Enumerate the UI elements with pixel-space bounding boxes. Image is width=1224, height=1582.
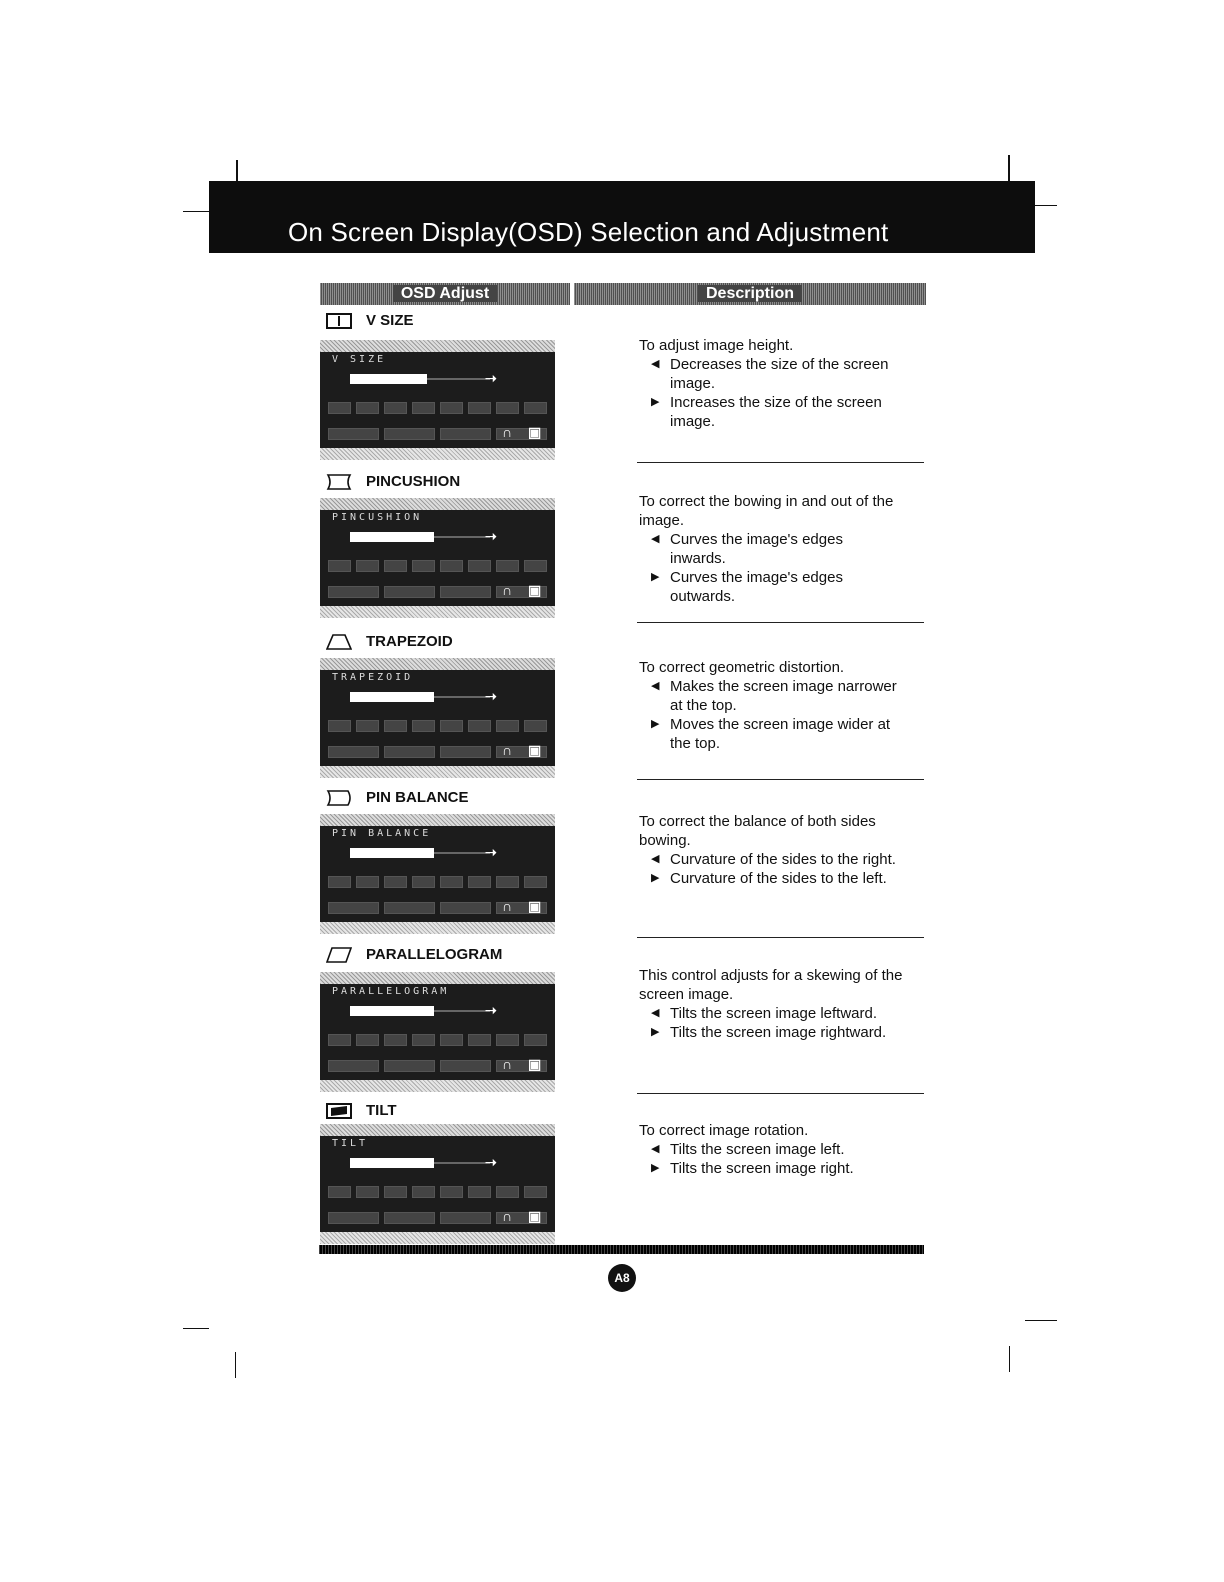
osd-icon <box>328 1060 379 1072</box>
osd-bar-fill <box>350 1158 434 1168</box>
description-left-line <box>639 1004 934 1023</box>
osd-menu-name: TRAPEZOID <box>332 672 414 683</box>
description-right-line <box>639 869 934 888</box>
osd-bottom-strip <box>320 1080 555 1092</box>
osd-icon-row <box>328 874 547 890</box>
item-title <box>326 789 469 806</box>
osd-icon <box>412 876 435 888</box>
osd-icon <box>328 1186 351 1198</box>
osd-level-bar <box>350 692 490 702</box>
osd-icon <box>356 402 379 414</box>
column-header-label: OSD Adjust <box>393 285 497 302</box>
osd-icon <box>524 876 547 888</box>
osd-icon <box>440 1212 491 1224</box>
item-description <box>639 492 934 606</box>
description-intro-line: To correct the bowing in and out of the <box>639 493 894 510</box>
osd-icon <box>328 902 379 914</box>
description-left-line <box>639 355 934 374</box>
osd-arrow-icon: ➝ <box>485 370 497 386</box>
osd-icon <box>384 586 435 598</box>
osd-return-icon: ∩ <box>502 742 513 758</box>
description-intro-line: bowing. <box>639 832 691 849</box>
osd-return-icon: ∩ <box>502 582 513 598</box>
osd-icon <box>468 402 491 414</box>
osd-menu-name: TILT <box>332 1138 369 1149</box>
description-left-line <box>639 677 934 696</box>
osd-icon <box>496 876 519 888</box>
osd-icon <box>440 1034 463 1046</box>
indent-spacer <box>651 412 670 431</box>
osd-icon <box>328 746 379 758</box>
osd-exit-icon: ▣ <box>528 1056 542 1072</box>
osd-screenshot <box>320 972 555 1092</box>
osd-icon <box>328 1034 351 1046</box>
osd-icon <box>356 1186 379 1198</box>
description-text: outwards. <box>670 588 736 605</box>
osd-menu-name: V SIZE <box>332 354 387 365</box>
right-arrow-icon: ▶ <box>651 396 660 408</box>
osd-menu-name: PARALLELOGRAM <box>332 986 450 997</box>
description-text: the top. <box>670 735 721 752</box>
osd-icon <box>328 402 351 414</box>
left-arrow-icon: ◀ <box>651 853 660 865</box>
item-label: PIN BALANCE <box>366 789 469 806</box>
description-text: Curves the image's edges <box>670 531 843 548</box>
osd-icon-row <box>328 1058 547 1074</box>
osd-exit-icon: ▣ <box>528 898 542 914</box>
description-intro-line: This control adjusts for a skewing of the <box>639 967 903 984</box>
osd-icon <box>384 402 407 414</box>
description-intro-line: To correct the balance of both sides <box>639 813 876 830</box>
osd-icon-row <box>328 718 547 734</box>
crop-mark <box>1033 205 1057 206</box>
osd-icon <box>328 876 351 888</box>
osd-icon <box>412 1034 435 1046</box>
osd-icon-row <box>328 744 547 760</box>
osd-icon <box>384 746 435 758</box>
description-right-line <box>639 715 934 734</box>
description-right-line <box>639 393 934 412</box>
osd-bar-fill <box>350 1006 434 1016</box>
left-arrow-icon: ◀ <box>651 358 660 370</box>
item-label: TRAPEZOID <box>366 633 453 650</box>
osd-icon <box>356 560 379 572</box>
osd-icon <box>384 428 435 440</box>
osd-top-strip <box>320 1124 555 1136</box>
tilt-icon <box>326 1103 352 1119</box>
description-text: image. <box>670 375 716 392</box>
row-separator <box>637 779 924 780</box>
item-description <box>639 966 934 1042</box>
osd-bar-fill <box>350 848 434 858</box>
item-description <box>639 336 934 431</box>
osd-icon <box>468 876 491 888</box>
description-left-line <box>639 696 934 715</box>
indent-spacer <box>651 549 670 568</box>
osd-exit-icon: ▣ <box>528 1208 542 1224</box>
crop-mark <box>235 1352 236 1378</box>
osd-icon-row <box>328 900 547 916</box>
crop-mark <box>183 1328 209 1329</box>
description-right-line <box>639 587 934 606</box>
osd-icon <box>384 1212 435 1224</box>
item-label: PINCUSHION <box>366 473 461 490</box>
osd-icon-row <box>328 1184 547 1200</box>
osd-level-bar <box>350 1006 490 1016</box>
description-right-line <box>639 734 934 753</box>
item-label: TILT <box>366 1102 397 1119</box>
osd-icon <box>440 1186 463 1198</box>
description-intro-line: To adjust image height. <box>639 337 794 354</box>
osd-icon <box>384 560 407 572</box>
osd-icon <box>440 746 491 758</box>
item-title <box>326 473 460 490</box>
left-arrow-icon: ◀ <box>651 1007 660 1019</box>
description-text: at the top. <box>670 697 737 714</box>
left-arrow-icon: ◀ <box>651 680 660 692</box>
osd-screenshot <box>320 814 555 934</box>
osd-icon <box>440 1060 491 1072</box>
description-left-line <box>639 374 934 393</box>
item-description <box>639 658 934 753</box>
osd-bar-fill <box>350 532 434 542</box>
osd-level-bar <box>350 1158 490 1168</box>
osd-icon <box>496 560 519 572</box>
trapezoid-icon <box>326 634 352 650</box>
osd-top-strip <box>320 972 555 984</box>
osd-icon <box>468 1186 491 1198</box>
osd-icon <box>524 1186 547 1198</box>
v-size-icon <box>326 313 352 329</box>
page-number-badge: A8 <box>608 1264 636 1292</box>
column-header-osd-adjust <box>320 283 570 305</box>
osd-icon-row <box>328 558 547 574</box>
osd-arrow-icon: ➝ <box>485 1154 497 1170</box>
description-left-line <box>639 850 934 869</box>
osd-icon <box>440 586 491 598</box>
osd-bottom-strip <box>320 922 555 934</box>
description-text: Tilts the screen image leftward. <box>670 1005 878 1022</box>
osd-icon <box>440 720 463 732</box>
description-text: Curves the image's edges <box>670 569 843 586</box>
osd-icon <box>440 902 491 914</box>
osd-icon <box>384 1060 435 1072</box>
osd-return-icon: ∩ <box>502 1208 513 1224</box>
item-title <box>326 312 414 329</box>
item-label: V SIZE <box>366 312 414 329</box>
description-text: Increases the size of the screen <box>670 394 882 411</box>
indent-spacer <box>651 587 670 606</box>
osd-level-bar <box>350 532 490 542</box>
crop-mark <box>1025 1320 1057 1321</box>
osd-level-bar <box>350 374 490 384</box>
osd-icon <box>524 1034 547 1046</box>
osd-icon <box>384 720 407 732</box>
osd-bottom-strip <box>320 606 555 618</box>
osd-return-icon: ∩ <box>502 1056 513 1072</box>
osd-top-strip <box>320 814 555 826</box>
left-arrow-icon: ◀ <box>651 1143 660 1155</box>
osd-icon <box>468 560 491 572</box>
osd-icon <box>496 720 519 732</box>
osd-icon <box>496 402 519 414</box>
osd-icon <box>328 1212 379 1224</box>
osd-icon <box>384 876 407 888</box>
osd-screenshot <box>320 340 555 460</box>
osd-bar-fill <box>350 374 427 384</box>
osd-top-strip <box>320 658 555 670</box>
description-text: Moves the screen image wider at <box>670 716 891 733</box>
osd-top-strip <box>320 340 555 352</box>
osd-bottom-strip <box>320 1232 555 1244</box>
header-bar <box>209 181 1035 253</box>
osd-icon-row <box>328 584 547 600</box>
osd-icon <box>384 1034 407 1046</box>
osd-bar-fill <box>350 692 434 702</box>
item-label: PARALLELOGRAM <box>366 946 503 963</box>
description-text: Makes the screen image narrower <box>670 678 897 695</box>
description-right-line <box>639 1023 934 1042</box>
osd-exit-icon: ▣ <box>528 742 542 758</box>
osd-icon <box>412 1186 435 1198</box>
description-intro-line: To correct image rotation. <box>639 1122 809 1139</box>
osd-icon <box>524 720 547 732</box>
osd-icon-row <box>328 1210 547 1226</box>
description-text: Decreases the size of the screen <box>670 356 889 373</box>
right-arrow-icon: ▶ <box>651 1026 660 1038</box>
osd-return-icon: ∩ <box>502 898 513 914</box>
description-intro-line: To correct geometric distortion. <box>639 659 845 676</box>
indent-spacer <box>651 696 670 715</box>
right-arrow-icon: ▶ <box>651 1162 660 1174</box>
column-header-label: Description <box>698 285 802 302</box>
osd-icon <box>412 402 435 414</box>
osd-icon <box>412 720 435 732</box>
osd-return-icon: ∩ <box>502 424 513 440</box>
osd-menu-name: PIN BALANCE <box>332 828 432 839</box>
osd-bottom-strip <box>320 448 555 460</box>
description-text: Tilts the screen image rightward. <box>670 1024 887 1041</box>
osd-icon <box>440 402 463 414</box>
osd-screenshot <box>320 658 555 778</box>
osd-icon <box>328 720 351 732</box>
bottom-rule <box>319 1245 924 1254</box>
osd-exit-icon: ▣ <box>528 424 542 440</box>
description-left-line <box>639 549 934 568</box>
right-arrow-icon: ▶ <box>651 571 660 583</box>
osd-icon <box>468 1034 491 1046</box>
osd-screenshot <box>320 498 555 618</box>
osd-icon <box>468 720 491 732</box>
osd-menu-name: PINCUSHION <box>332 512 423 523</box>
item-title <box>326 1102 397 1119</box>
osd-arrow-icon: ➝ <box>485 688 497 704</box>
osd-icon <box>384 1186 407 1198</box>
osd-icon <box>440 876 463 888</box>
description-intro-line: screen image. <box>639 986 734 1003</box>
description-text: Curvature of the sides to the right. <box>670 851 896 868</box>
description-right-line <box>639 412 934 431</box>
osd-icon <box>328 586 379 598</box>
right-arrow-icon: ▶ <box>651 872 660 884</box>
osd-icon <box>496 1034 519 1046</box>
column-header-description <box>574 283 926 305</box>
item-title <box>326 633 453 650</box>
osd-icon-row <box>328 400 547 416</box>
row-separator <box>637 1093 924 1094</box>
item-description <box>639 1121 934 1178</box>
osd-icon <box>524 402 547 414</box>
page-title: On Screen Display(OSD) Selection and Adjustment <box>288 217 889 247</box>
osd-icon <box>524 560 547 572</box>
row-separator <box>637 622 924 623</box>
osd-icon <box>356 720 379 732</box>
row-separator <box>637 937 924 938</box>
osd-icon <box>356 1034 379 1046</box>
osd-icon <box>440 560 463 572</box>
description-right-line <box>639 1159 934 1178</box>
osd-icon-row <box>328 426 547 442</box>
osd-icon <box>496 1186 519 1198</box>
osd-arrow-icon: ➝ <box>485 844 497 860</box>
description-text: inwards. <box>670 550 726 567</box>
osd-icon-row <box>328 1032 547 1048</box>
item-description <box>639 812 934 888</box>
osd-level-bar <box>350 848 490 858</box>
osd-arrow-icon: ➝ <box>485 528 497 544</box>
description-text: Tilts the screen image left. <box>670 1141 845 1158</box>
osd-arrow-icon: ➝ <box>485 1002 497 1018</box>
description-text: image. <box>670 413 716 430</box>
description-text: Curvature of the sides to the left. <box>670 870 887 887</box>
pincushion-icon <box>326 474 352 490</box>
description-left-line <box>639 530 934 549</box>
osd-icon <box>328 560 351 572</box>
description-left-line <box>639 1140 934 1159</box>
row-separator <box>637 462 924 463</box>
parallelogram-icon <box>326 947 352 963</box>
pin-balance-icon <box>326 790 352 806</box>
osd-icon <box>440 428 491 440</box>
description-intro-line: image. <box>639 512 685 529</box>
indent-spacer <box>651 734 670 753</box>
osd-icon <box>356 876 379 888</box>
osd-icon <box>328 428 379 440</box>
osd-icon <box>412 560 435 572</box>
osd-screenshot <box>320 1124 555 1244</box>
osd-bottom-strip <box>320 766 555 778</box>
description-text: Tilts the screen image right. <box>670 1160 854 1177</box>
description-right-line <box>639 568 934 587</box>
osd-exit-icon: ▣ <box>528 582 542 598</box>
indent-spacer <box>651 374 670 393</box>
item-title <box>326 946 502 963</box>
crop-mark <box>1009 1346 1010 1372</box>
osd-icon <box>384 902 435 914</box>
right-arrow-icon: ▶ <box>651 718 660 730</box>
left-arrow-icon: ◀ <box>651 533 660 545</box>
osd-top-strip <box>320 498 555 510</box>
